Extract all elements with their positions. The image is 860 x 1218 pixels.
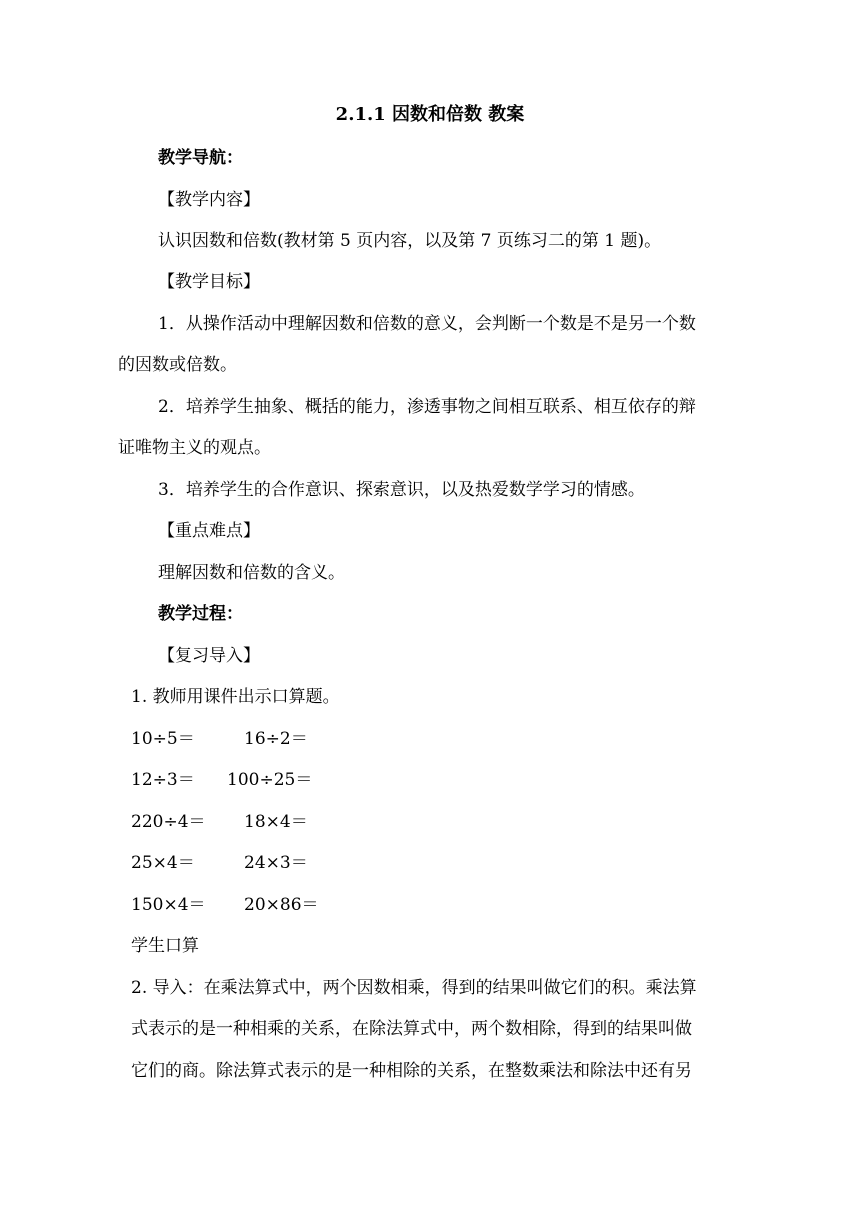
equation-a: 12÷3＝	[131, 770, 195, 790]
step-2-line-2: 式表示的是一种相乘的关系，在除法算式中，两个数相除，得到的结果叫做	[131, 1019, 692, 1039]
student-calc: 学生口算	[131, 936, 199, 956]
equation-a: 10÷5＝	[131, 729, 195, 749]
review-heading: 【复习导入】	[158, 646, 260, 666]
step-1: 1. 教师用课件出示口算题。	[131, 687, 340, 707]
document-title: 2.1.1 因数和倍数 教案	[335, 104, 525, 125]
equation-b: 20×86＝	[244, 895, 319, 915]
goal-1-line-1: 1．从操作活动中理解因数和倍数的意义，会判断一个数是不是另一个数	[158, 314, 696, 334]
content-heading: 【教学内容】	[158, 190, 260, 210]
goal-1-line-2: 的因数或倍数。	[118, 355, 237, 375]
goal-2-line-1: 2．培养学生抽象、概括的能力，渗透事物之间相互联系、相互依存的辩	[158, 397, 696, 417]
key-text: 理解因数和倍数的含义。	[158, 563, 345, 583]
equation-a: 220÷4＝	[131, 812, 206, 832]
equation-a: 25×4＝	[131, 853, 195, 873]
equation-b: 16÷2＝	[244, 729, 308, 749]
content-text: 认识因数和倍数(教材第 5 页内容，以及第 7 页练习二的第 1 题)。	[158, 231, 662, 251]
equation-b: 100÷25＝	[227, 770, 313, 790]
equation-a: 150×4＝	[131, 895, 206, 915]
step-2-line-3: 它们的商。除法算式表示的是一种相除的关系，在整数乘法和除法中还有另	[131, 1061, 692, 1081]
goals-heading: 【教学目标】	[158, 272, 260, 292]
nav-heading: 教学导航：	[158, 148, 243, 168]
goal-2-line-2: 证唯物主义的观点。	[118, 438, 271, 458]
process-heading: 教学过程：	[158, 604, 243, 624]
key-heading: 【重点难点】	[158, 521, 260, 541]
step-2-line-1: 2. 导入：在乘法算式中，两个因数相乘，得到的结果叫做它们的积。乘法算	[131, 978, 697, 998]
goal-3: 3．培养学生的合作意识、探索意识，以及热爱数学学习的情感。	[158, 480, 645, 500]
equation-b: 18×4＝	[244, 812, 308, 832]
equation-b: 24×3＝	[244, 853, 308, 873]
